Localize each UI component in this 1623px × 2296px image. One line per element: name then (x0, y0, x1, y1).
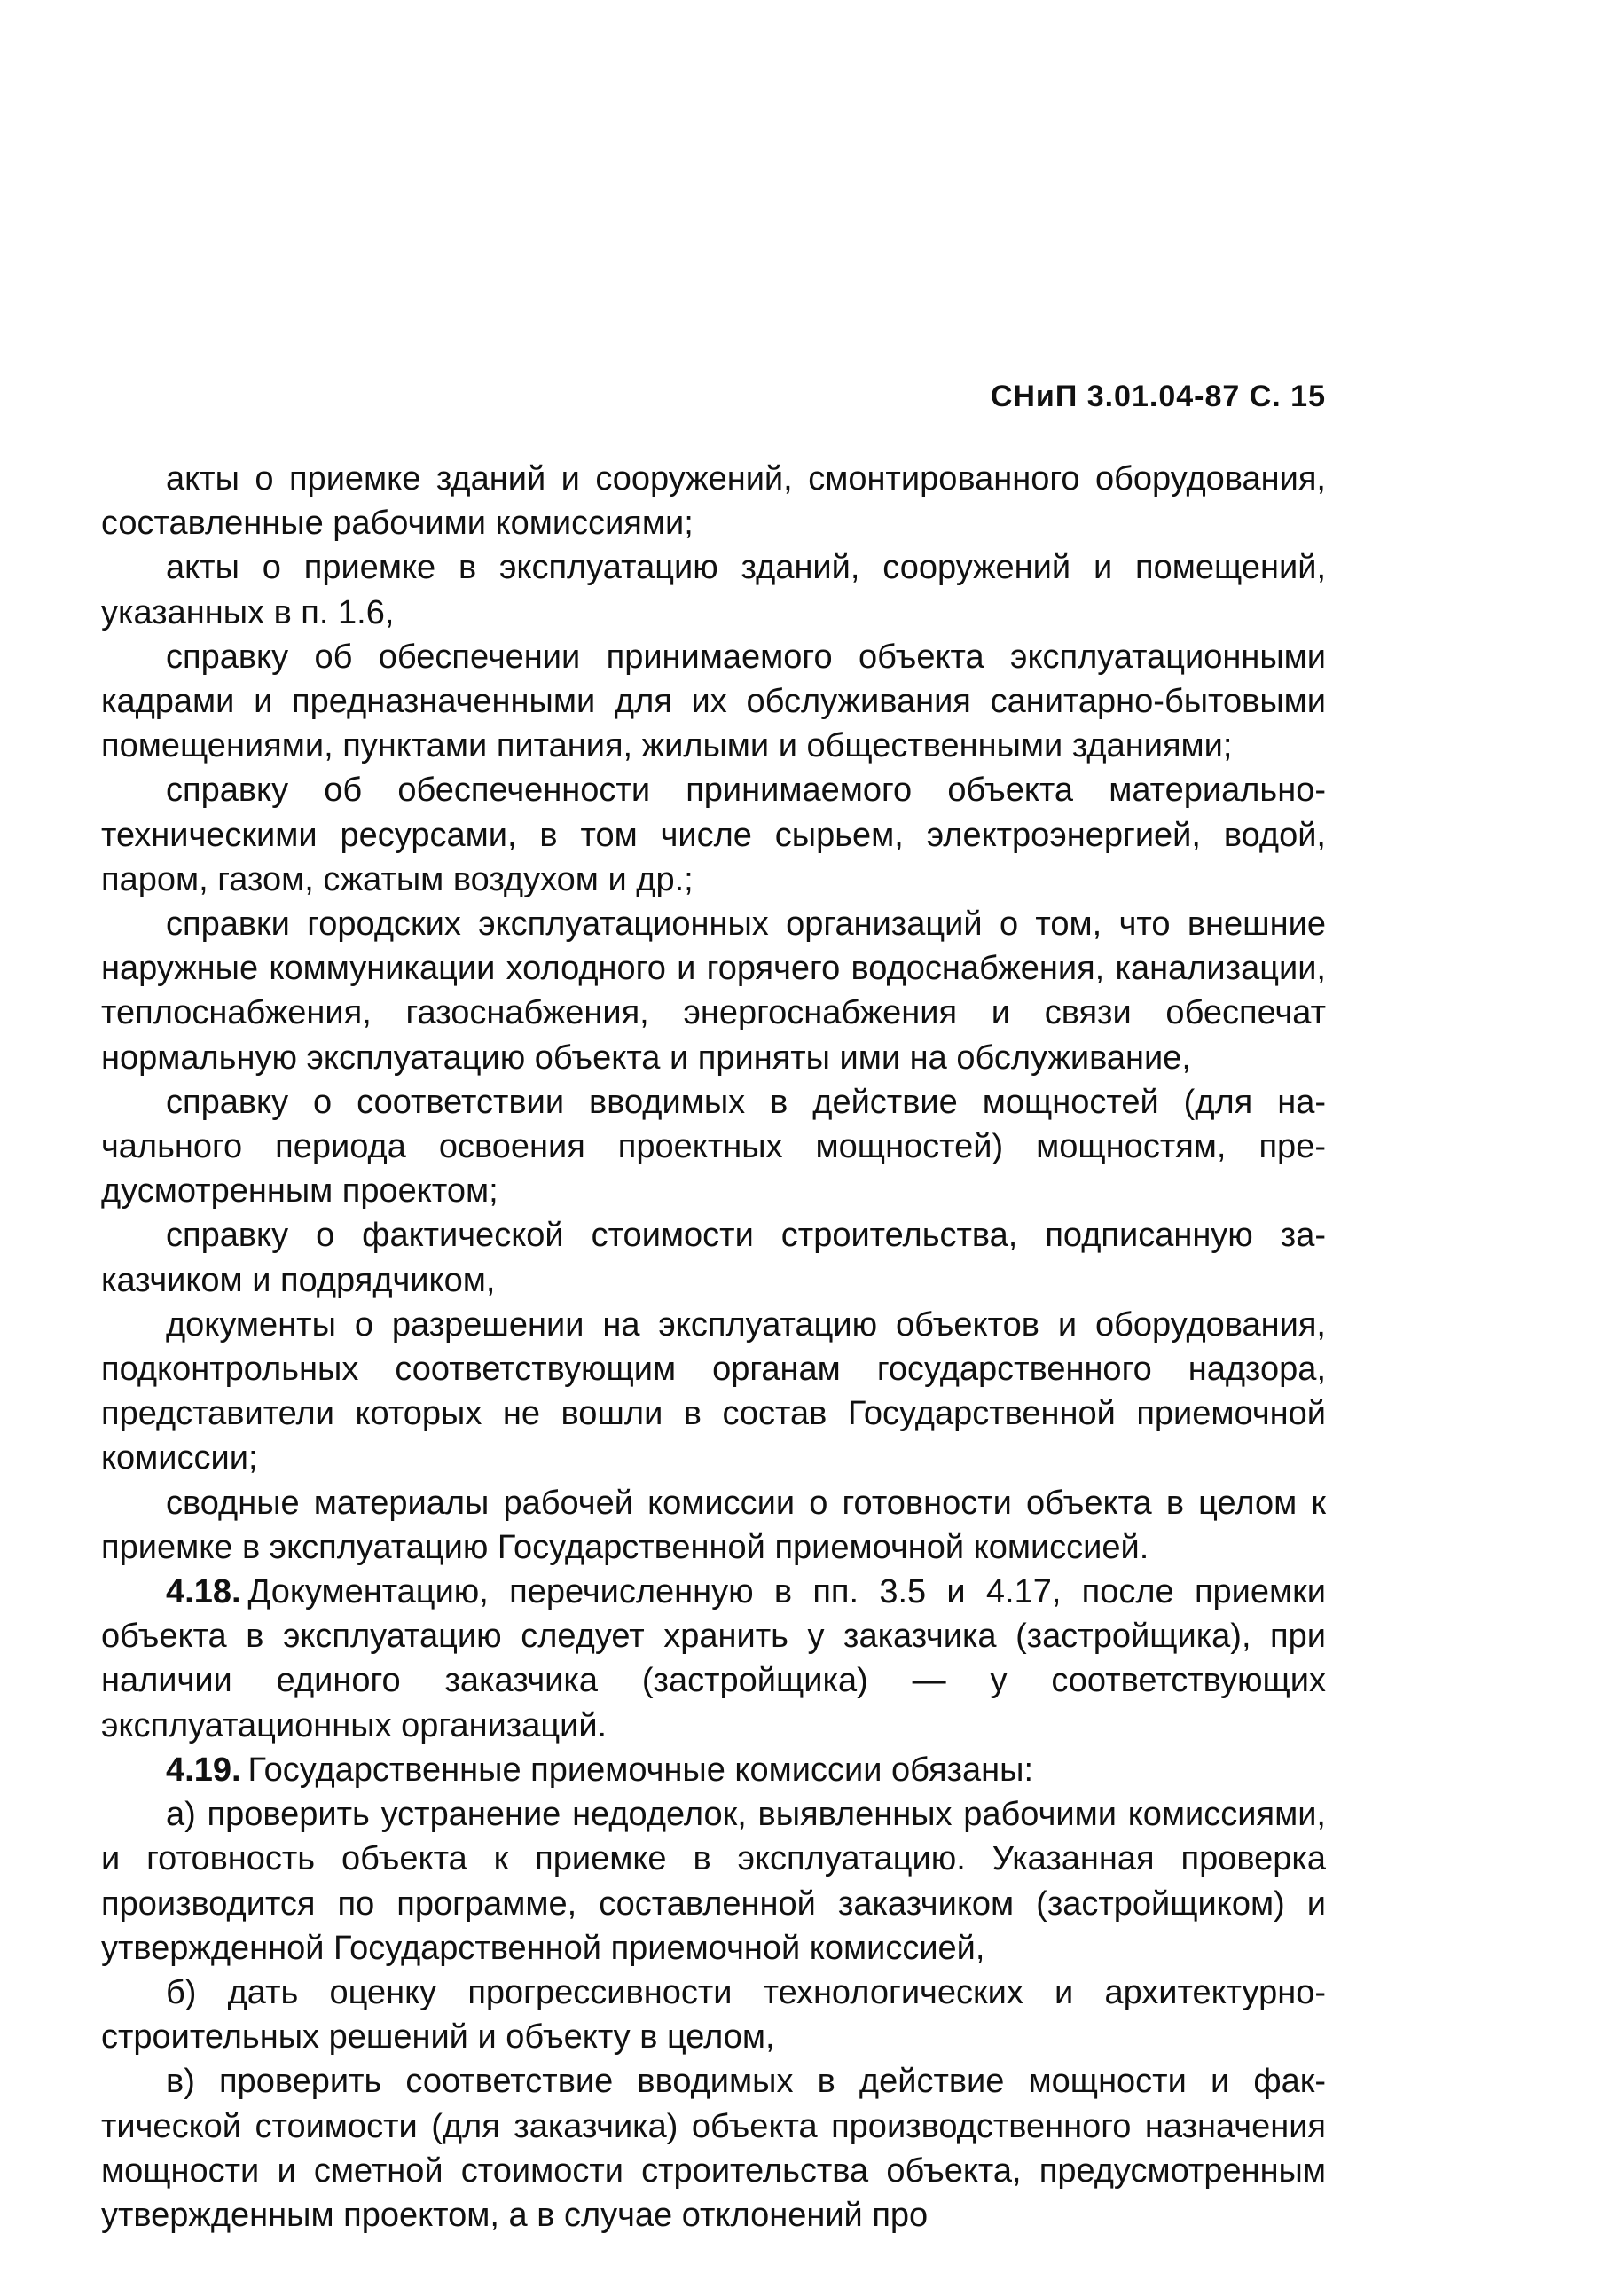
paragraph-text: в) проверить соответствие вводимых в действие мощности и фактической стоимости (для заказчика) объекта производственного назначения мощности и сметной стоимости строительства объекта, предусмотренным утвержденным проектом, а в случае отклонений про (101, 2063, 1326, 2234)
list-paragraph (101, 1303, 1326, 1481)
paragraph-text: б) дать оценку прогрессивности технологических и архитектурно-строительных решений и объекту в целом, (101, 1973, 1326, 2057)
paragraph-text: справку об обеспечении принимаемого объекта эксплуатационными кадрами и предназначенными для их обслуживания санитарно-бытовыми помещениями, пунктами питания, жилыми и общественными зданиями; (101, 638, 1326, 765)
running-header: СНиП 3.01.04-87 С. 15 (990, 380, 1326, 413)
list-paragraph (101, 902, 1326, 1080)
paragraph-text: справки городских эксплуатационных организаций о том, что внешние наружные коммуникации холодного и горячего водоснабжения, канализации, теплоснабжения, газоснабжения, энергоснабжения и связи обеспечат нормальную эксплуатацию объекта и приняты ими на обслуживание, (101, 905, 1326, 1077)
list-paragraph (101, 1971, 1326, 2059)
list-paragraph (101, 545, 1326, 634)
clause-paragraph (101, 1748, 1326, 1792)
paragraph-text: справку о фактической стоимости строительства, подписанную заказчиком и подрядчиком, (101, 1217, 1326, 1299)
list-paragraph (101, 1481, 1326, 1570)
paragraph-text: акты о приемке в эксплуатацию зданий, сооружений и помещений, указанных в п. 1.6, (101, 549, 1326, 631)
list-paragraph (101, 635, 1326, 769)
paragraph-text: справку об обеспеченности принимаемого объекта материально-техническими ресурсами, в том числе сырьем, электроэнергией, водой, паром, газом, сжатым воздухом и др.; (101, 772, 1326, 898)
body-text (101, 457, 1326, 2237)
list-paragraph (101, 1213, 1326, 1302)
paragraph-text: сводные материалы рабочей комиссии о готовности объекта в целом к приемке в эксплуатацию Государственной приемочной комиссией. (101, 1484, 1326, 1566)
paragraph-text: Государственные приемочные комиссии обязаны: (247, 1751, 1034, 1789)
clause-paragraph (101, 1570, 1326, 1748)
paragraph-text: справку о соответствии вводимых в действие мощностей (для начального периода освоения проектных мощностей) мощностям, предусмотренным проектом; (101, 1083, 1326, 1211)
paragraph-text: а) проверить устранение недоделок, выявленных рабочими комиссиями, и готовность объекта к приемке в эксплуатацию. Указанная проверка производится по программе, составленной заказчиком (застройщиком) и утвержденной Государственной приемочной комиссией, (101, 1796, 1326, 1967)
paragraph-text: документы о разрешении на эксплуатацию объектов и оборудования, подконтрольных соответствующим органам государственного надзора, представители которых не вошли в состав Государственной приемочной комиссии; (101, 1305, 1326, 1477)
paragraph-text: Документацию, перечисленную в пп. 3.5 и 4.17, после приемки объекта в эксплуатацию следует хранить у заказчика (застройщика), при наличии единого заказчика (застройщика) — у соответствующих эксплуатационных организаций. (101, 1573, 1326, 1744)
list-paragraph (101, 768, 1326, 902)
list-paragraph (101, 2059, 1326, 2237)
list-paragraph (101, 1080, 1326, 1214)
clause-number: 4.18. (166, 1573, 241, 1611)
list-paragraph (101, 1792, 1326, 1971)
list-paragraph (101, 457, 1326, 545)
paragraph-text: акты о приемке зданий и сооружений, смонтированного оборудования, составленные рабочими комиссиями; (101, 460, 1326, 543)
clause-number: 4.19. (166, 1751, 241, 1789)
